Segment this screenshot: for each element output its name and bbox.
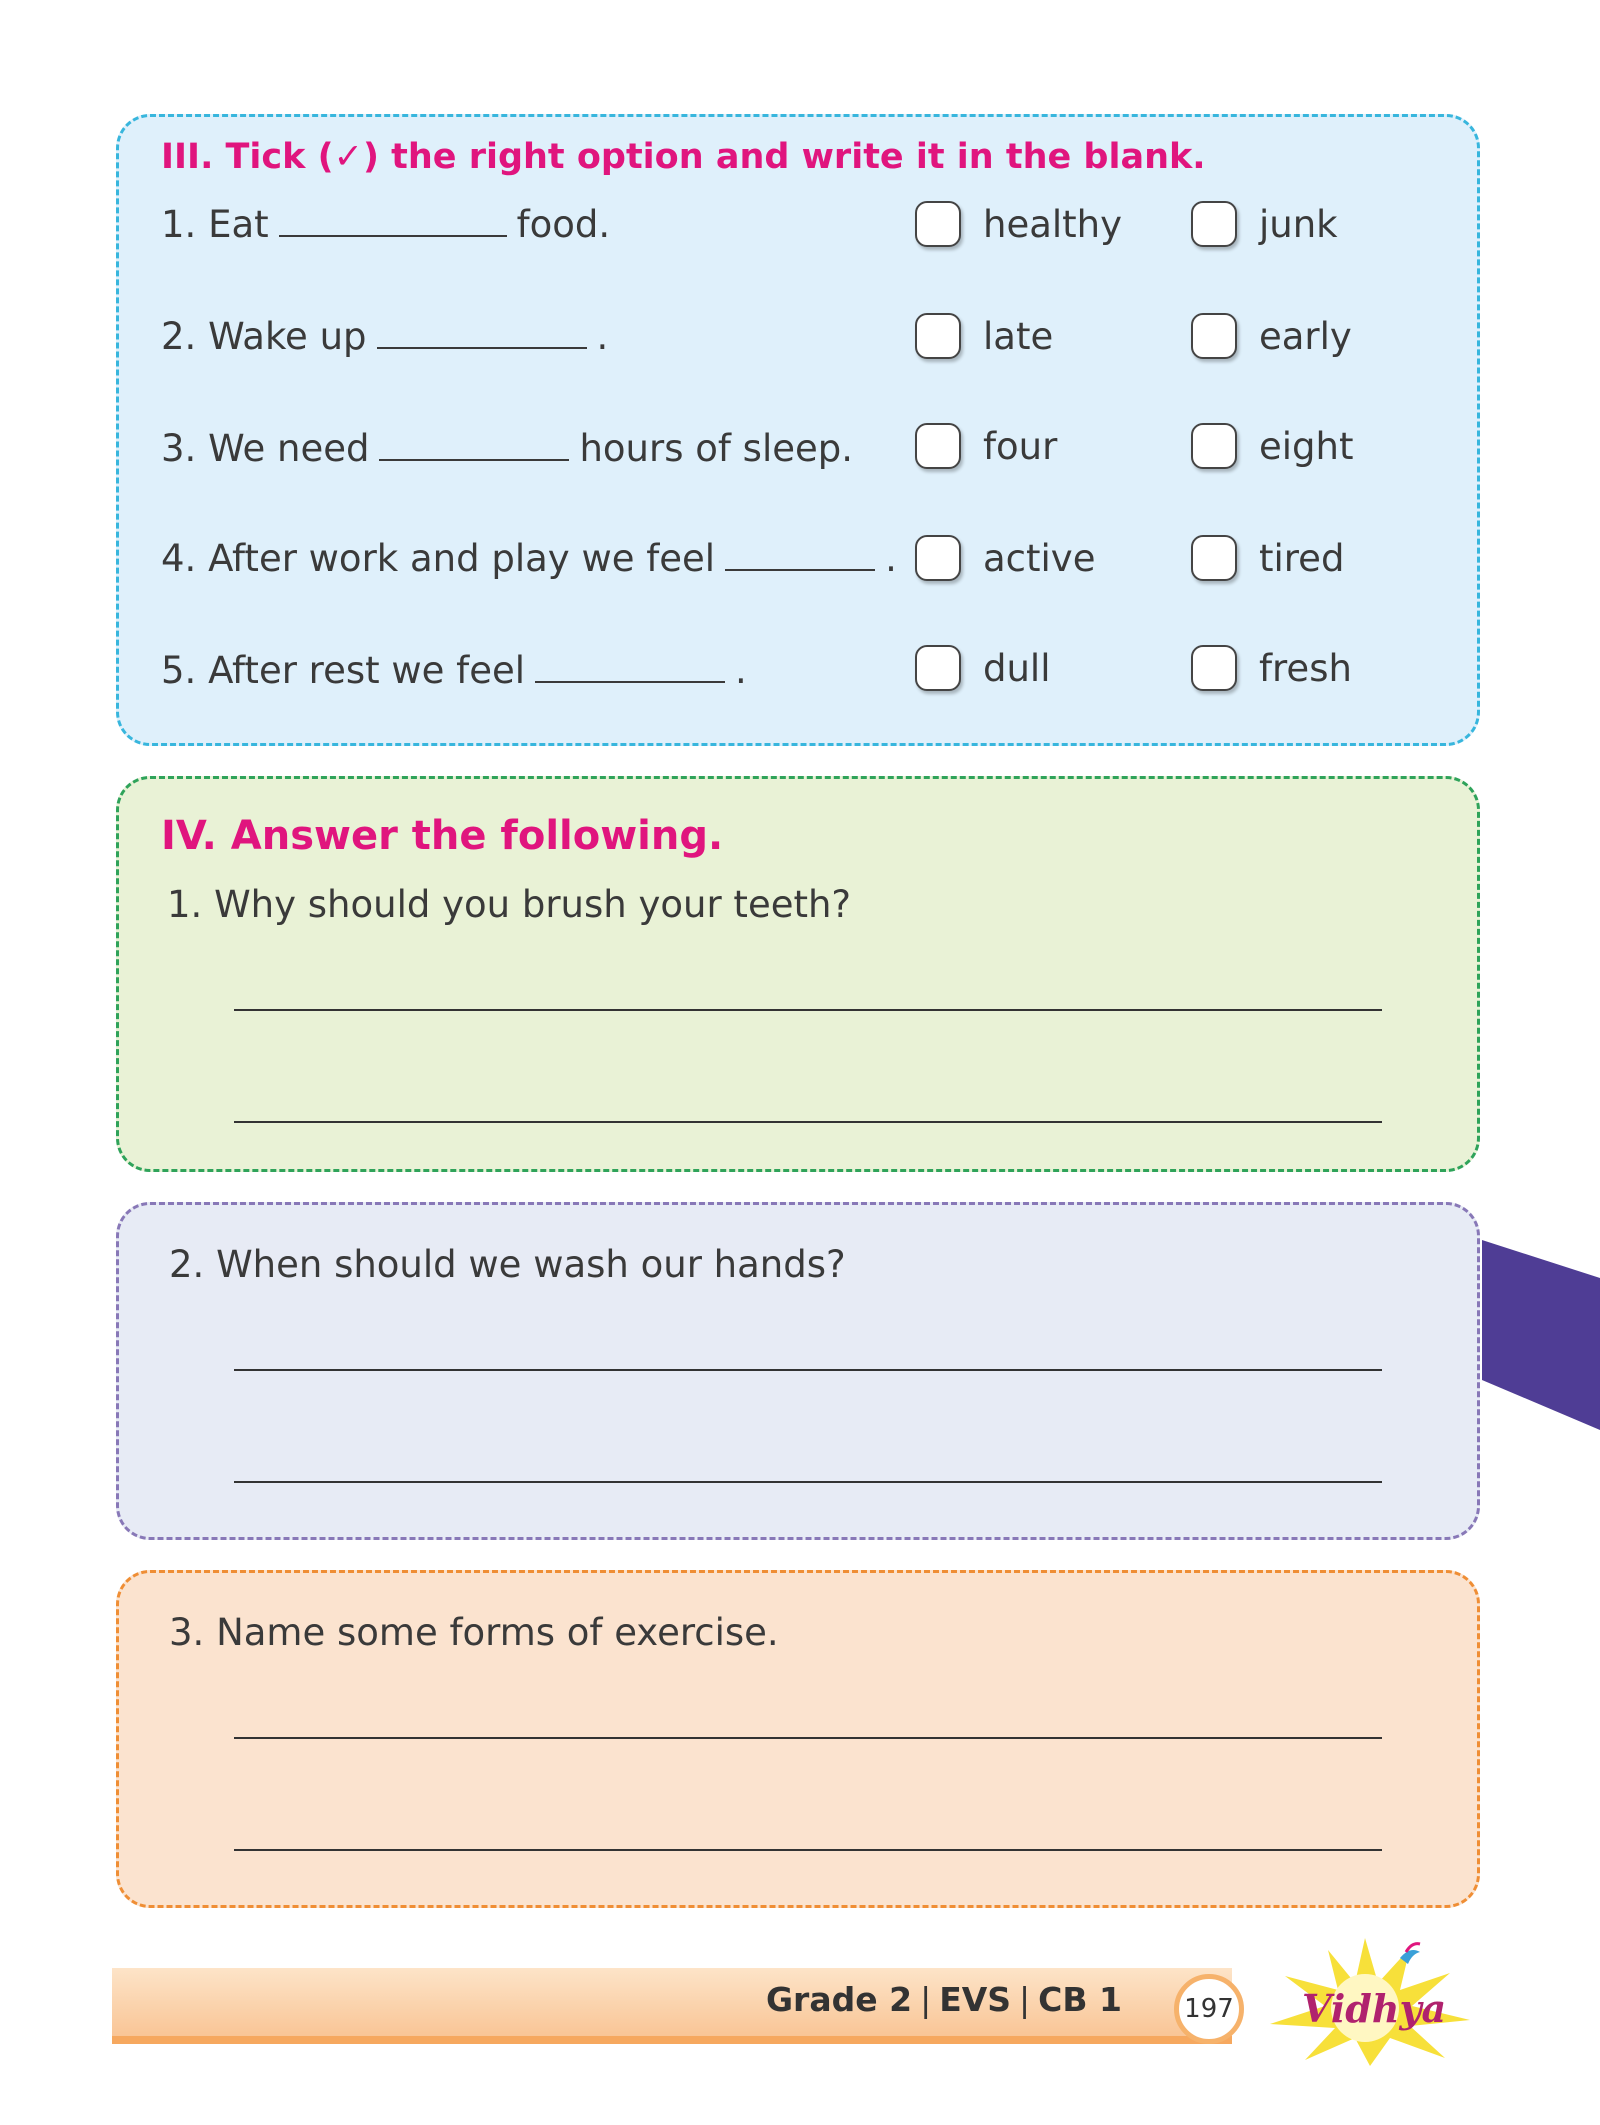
question-4: 4. After work and play we feel .: [161, 537, 897, 580]
footer-book: CB 1: [1038, 1980, 1122, 2019]
page-number: 197: [1174, 1974, 1244, 2044]
decorative-ribbon: [1482, 1240, 1600, 1430]
footer-grade: Grade 2: [765, 1980, 913, 2019]
option-fresh[interactable]: fresh: [1191, 645, 1352, 691]
answer-blank[interactable]: [377, 317, 587, 349]
checkbox[interactable]: [915, 645, 961, 691]
question-1: 1. Eat food.: [161, 203, 611, 246]
answer-line[interactable]: [234, 1481, 1382, 1483]
checkbox[interactable]: [1191, 423, 1237, 469]
option-eight[interactable]: eight: [1191, 423, 1354, 469]
answer-question-2: 2. When should we wash our hands?: [169, 1243, 846, 1286]
checkbox[interactable]: [915, 535, 961, 581]
footer-subject: EVS: [939, 1980, 1012, 2019]
option-healthy[interactable]: healthy: [915, 201, 1122, 247]
option-early[interactable]: early: [1191, 313, 1352, 359]
answer-line[interactable]: [234, 1369, 1382, 1371]
vidhya-logo: [1250, 1928, 1480, 2068]
option-tired[interactable]: tired: [1191, 535, 1344, 581]
checkbox[interactable]: [1191, 535, 1237, 581]
answer-line[interactable]: [234, 1737, 1382, 1739]
answer-panel-2: [116, 1202, 1480, 1540]
option-junk[interactable]: junk: [1191, 201, 1338, 247]
checkbox[interactable]: [1191, 313, 1237, 359]
answer-question-3: 3. Name some forms of exercise.: [169, 1611, 779, 1654]
checkbox[interactable]: [1191, 645, 1237, 691]
question-2: 2. Wake up .: [161, 315, 609, 358]
section-4-heading: IV. Answer the following.: [161, 813, 724, 859]
answer-blank[interactable]: [279, 205, 507, 237]
checkbox[interactable]: [915, 201, 961, 247]
option-active[interactable]: active: [915, 535, 1095, 581]
answer-line[interactable]: [234, 1121, 1382, 1123]
answer-blank[interactable]: [535, 651, 725, 683]
checkbox[interactable]: [1191, 201, 1237, 247]
question-3: 3. We need hours of sleep.: [161, 427, 854, 470]
section-3-heading: III. Tick (✓) the right option and write it in the blank.: [161, 137, 1206, 177]
tick-options-panel: [116, 114, 1480, 746]
answer-line[interactable]: [234, 1849, 1382, 1851]
question-5: 5. After rest we feel .: [161, 649, 747, 692]
checkbox[interactable]: [915, 313, 961, 359]
footer-book-info: Grade 2 | EVS | CB 1: [765, 1980, 1122, 2019]
logo-text: Vidhya: [1302, 1986, 1447, 2031]
option-dull[interactable]: dull: [915, 645, 1051, 691]
answer-question-1: 1. Why should you brush your teeth?: [167, 883, 852, 926]
option-late[interactable]: late: [915, 313, 1053, 359]
answer-panel-3: [116, 1570, 1480, 1908]
checkbox[interactable]: [915, 423, 961, 469]
answer-line[interactable]: [234, 1009, 1382, 1011]
answer-panel-1: [116, 776, 1480, 1172]
answer-blank[interactable]: [725, 539, 875, 571]
option-four[interactable]: four: [915, 423, 1057, 469]
answer-blank[interactable]: [379, 429, 569, 461]
footer-bar: [112, 1968, 1232, 2044]
